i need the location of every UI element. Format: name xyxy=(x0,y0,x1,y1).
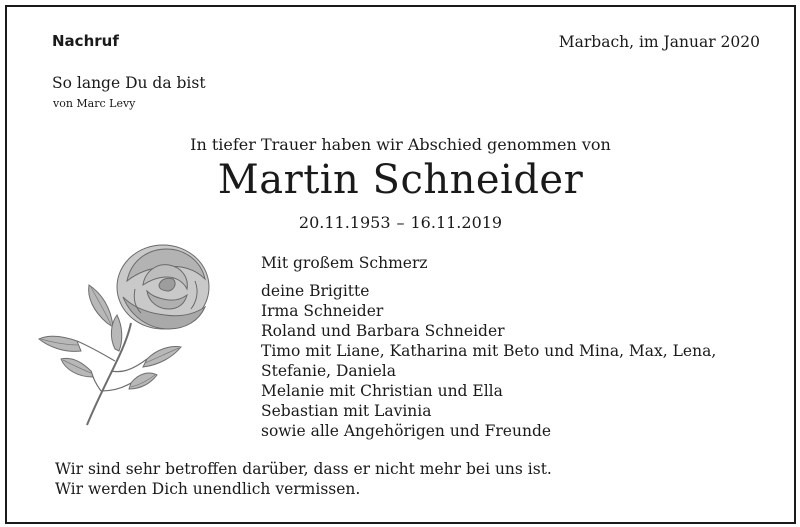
death-date: 16.11.2019 xyxy=(410,213,503,232)
closing-line: Wir werden Dich unendlich vermissen. xyxy=(55,480,361,498)
mourner-line: Melanie mit Christian und Ella xyxy=(261,382,503,400)
mourner-line: sowie alle Angehörigen und Freunde xyxy=(261,422,552,440)
rose-icon xyxy=(35,241,215,427)
obituary-notice xyxy=(5,5,796,524)
birth-date: 20.11.1953 xyxy=(298,213,391,232)
mourner-line: deine Brigitte xyxy=(261,282,370,300)
mourner-line: Sebastian mit Lavinia xyxy=(261,402,432,420)
motto-text: So lange Du da bist xyxy=(52,74,206,92)
mourner-line: Irma Schneider xyxy=(261,302,384,320)
intro-text: In tiefer Trauer haben wir Abschied genommen von xyxy=(190,135,611,154)
mourner-line: Stefanie, Daniela xyxy=(261,362,396,380)
place-date: Marbach, im Januar 2020 xyxy=(558,33,760,51)
deceased-name: Martin Schneider xyxy=(217,157,584,203)
date-separator: – xyxy=(396,213,405,232)
mourners-lead: Mit großem Schmerz xyxy=(261,254,428,272)
mourner-line: Timo mit Liane, Katharina mit Beto und Mina, Max, Lena, xyxy=(261,342,717,360)
mourner-line: Roland und Barbara Schneider xyxy=(261,322,505,340)
closing-line: Wir sind sehr betroffen darüber, dass er nicht mehr bei uns ist. xyxy=(55,460,552,478)
notice-label: Nachruf xyxy=(52,32,119,50)
closing-text xyxy=(55,459,552,499)
mourners-list xyxy=(261,253,716,441)
life-dates xyxy=(7,213,794,232)
motto-author: von Marc Levy xyxy=(53,97,136,110)
